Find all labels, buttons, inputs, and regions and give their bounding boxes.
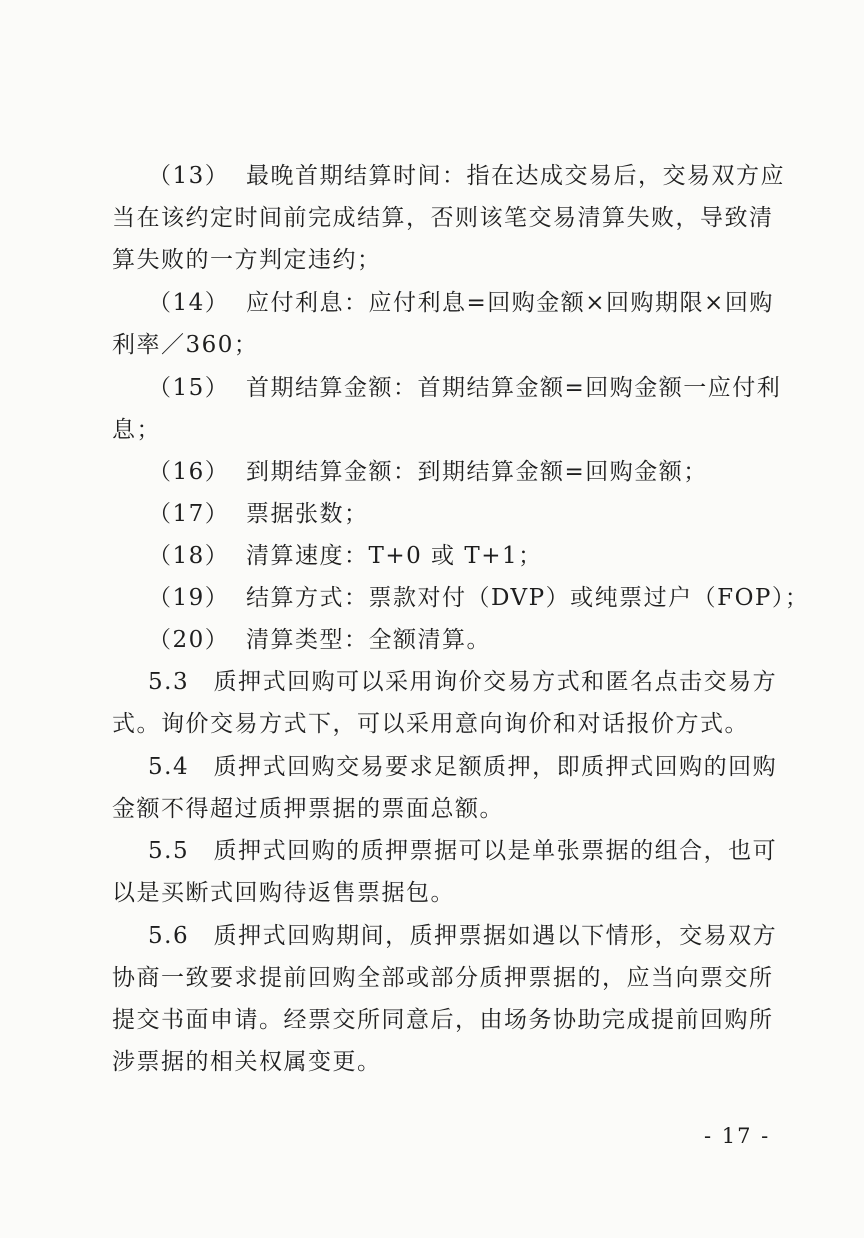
item-14-text: 应付利息：应付利息=回购金额×回购期限×回购	[246, 290, 774, 316]
clause-5-5-line-2: 以是买断式回购待返售票据包。	[112, 880, 455, 906]
item-13-line-2: 当在该约定时间前完成结算，否则该笔交易清算失败，导致清	[112, 205, 774, 231]
clause-5-5-line-1: 5.5 质押式回购的质押票据可以是单张票据的组合，也可	[148, 838, 778, 864]
item-13-line-1	[148, 160, 785, 192]
item-17-text: 票据张数；	[246, 501, 369, 527]
clause-5-3-line-2: 式。询价交易方式下，可以采用意向询价和对话报价方式。	[112, 711, 749, 737]
item-14-number: （14）	[148, 290, 230, 316]
item-15-line-2: 息；	[112, 417, 161, 443]
item-16-line-1	[148, 456, 708, 488]
item-20-line-1	[148, 624, 491, 656]
item-13-line-3: 算失败的一方判定违约；	[112, 247, 382, 273]
item-17-line-1	[148, 498, 369, 530]
clause-5-6-line-2: 协商一致要求提前回购全部或部分质押票据的，应当向票交所	[112, 965, 774, 991]
item-14-line-1	[148, 287, 774, 319]
clause-5-4-line-1: 5.4 质押式回购交易要求足额质押，即质押式回购的回购	[148, 754, 778, 780]
item-18-line-1	[148, 540, 543, 572]
item-13-text: 最晚首期结算时间：指在达成交易后，交易双方应	[246, 163, 785, 189]
clause-5-6-line-1: 5.6 质押式回购期间，质押票据如遇以下情形，交易双方	[148, 923, 778, 949]
clause-5-4-line-2: 金额不得超过质押票据的票面总额。	[112, 796, 504, 822]
clause-5-3-line-1: 5.3 质押式回购可以采用询价交易方式和匿名点击交易方	[148, 669, 778, 695]
item-20-text: 清算类型：全额清算。	[246, 627, 491, 653]
page-number: - 17 -	[704, 1124, 771, 1148]
item-19-text: 结算方式：票款对付（DVP）或纯票过户（FOP）；	[246, 585, 810, 611]
item-15-number: （15）	[148, 375, 230, 401]
item-16-text: 到期结算金额：到期结算金额=回购金额；	[246, 459, 708, 485]
item-18-number: （18）	[148, 543, 230, 569]
clause-5-6-line-3: 提交书面申请。经票交所同意后，由场务协助完成提前回购所	[112, 1007, 774, 1033]
item-19-number: （19）	[148, 585, 230, 611]
item-16-number: （16）	[148, 459, 230, 485]
clause-5-6-line-4: 涉票据的相关权属变更。	[112, 1049, 382, 1075]
item-20-number: （20）	[148, 627, 230, 653]
item-15-line-1	[148, 372, 781, 404]
item-15-text: 首期结算金额：首期结算金额=回购金额一应付利	[246, 375, 782, 401]
item-18-text: 清算速度：T+0 或 T+1；	[246, 543, 543, 569]
item-13-number: （13）	[148, 163, 230, 189]
item-14-line-2: 利率／360；	[112, 332, 259, 358]
item-19-line-1	[148, 582, 809, 614]
item-17-number: （17）	[148, 501, 230, 527]
